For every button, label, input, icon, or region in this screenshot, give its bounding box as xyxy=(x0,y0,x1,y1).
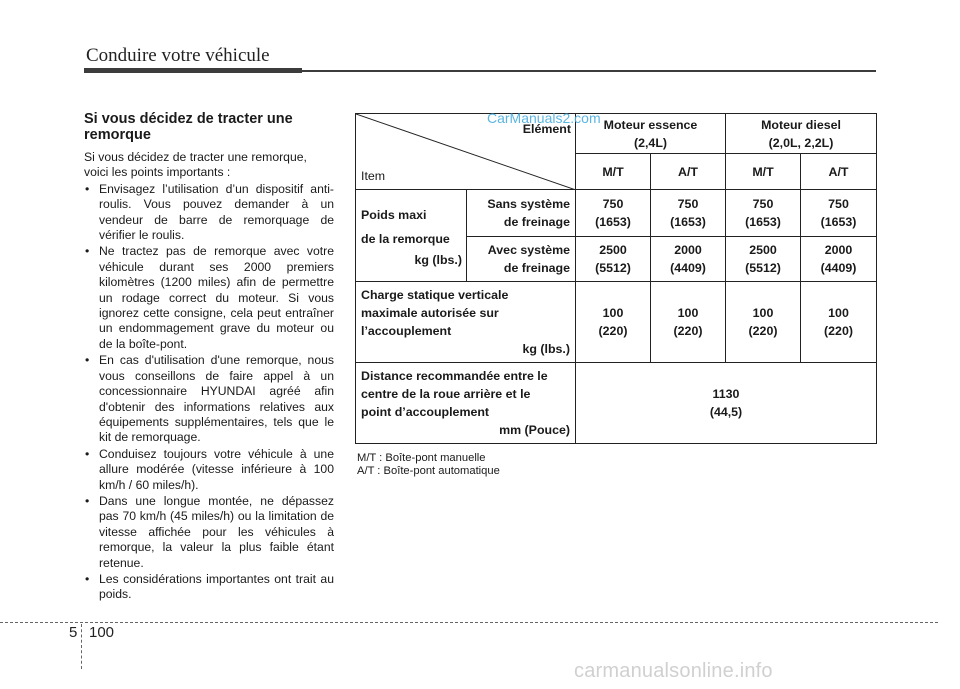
value-kg: 2500 xyxy=(599,243,627,257)
watermark-bottom: carmanualsonline.info xyxy=(574,660,773,682)
value-kg: 750 xyxy=(602,197,624,211)
value-kg: 100 xyxy=(677,306,699,320)
table-cell xyxy=(726,282,801,363)
table-cell xyxy=(801,190,877,237)
list-item: • En cas d'utilisation d'une remorque, nous vous conseillons de faire appel à un concessionnaire HYUNDAI agréé afin d'obtenir des informations relatives aux équipements supplémentaires, tels que le kit de remorquage. xyxy=(85,353,334,445)
table-cell xyxy=(576,237,651,282)
label-text: de la remorque xyxy=(361,231,450,246)
value-lbs: (220) xyxy=(598,324,628,338)
item-header: Item xyxy=(361,169,386,183)
bullet-text: Ne tractez pas de remorque avec votre véhicule durant ses 2000 premiers kilomètres (1200 miles) afin de permettre un rodage correct du moteur. Si vous ignorez cette consigne, cela peut entraîner un endommagement grave du moteur ou de la boîte-pont. xyxy=(99,244,334,351)
list-item: • Conduisez toujours votre véhicule à une allure modérée (vitesse inférieure à 100 km/h / 60 miles/h). xyxy=(85,446,334,492)
label-text: de freinage xyxy=(503,261,570,275)
value-inch: (44,5) xyxy=(709,405,743,419)
value-kg: 750 xyxy=(752,197,774,211)
value-lbs: (1653) xyxy=(745,215,781,229)
value-lbs: (220) xyxy=(673,324,703,338)
table-cell xyxy=(801,282,877,363)
label-text: centre de la roue arrière et le xyxy=(361,387,531,401)
table-cell xyxy=(726,237,801,282)
table-cell xyxy=(651,237,726,282)
header-text: Moteur diesel xyxy=(761,117,841,132)
value-lbs: (4409) xyxy=(670,261,706,275)
list-item: • Les considérations importantes ont trait au poids. xyxy=(85,571,334,602)
list-item: • Envisagez l’utilisation d’un dispositif anti-roulis. Vous pouvez demander à un vendeur de barre de remorquage de vérifier le roulis. xyxy=(85,181,334,243)
value-lbs: (220) xyxy=(748,324,778,338)
label-text: Poids maxi xyxy=(361,207,427,222)
mt-footnote: M/T : Boîte-pont manuelle xyxy=(357,452,486,464)
bullet-text: Dans une longue montée, ne dépassez pas 70 km/h (45 miles/h) ou la limitation de vitesse affichée pour les véhicules à remorque, la valeur la plus faible étant retenue. xyxy=(99,493,334,570)
value-kg: 100 xyxy=(752,306,774,320)
value-kg: 2000 xyxy=(674,243,702,257)
towing-spec-table xyxy=(355,113,876,440)
element-header: Elément xyxy=(522,122,571,136)
label-text: Distance recommandée entre le xyxy=(361,369,548,383)
header-text: (2,4L) xyxy=(633,135,668,150)
value-kg: 2500 xyxy=(749,243,777,257)
value-lbs: (4409) xyxy=(820,261,857,275)
label-text: point d’accouplement xyxy=(361,405,490,419)
bullet-text: En cas d'utilisation d'une remorque, nous vous conseillons de faire appel à un concessionnaire HYUNDAI agréé afin d'obtenir des informations relatives aux équipements supplémentaires, tels que le kit de remorquage. xyxy=(99,353,334,445)
value-kg: 750 xyxy=(828,197,849,211)
value-lbs: (220) xyxy=(824,324,853,338)
trailer-weight-label xyxy=(356,190,467,282)
diesel-engine-header xyxy=(726,114,877,154)
at-header: A/T xyxy=(651,154,726,190)
footnotes xyxy=(357,452,500,477)
mt-header: M/T xyxy=(576,154,651,190)
bullet-text: Conduisez toujours votre véhicule à une allure modérée (vitesse inférieure à 100 km/h / 60 miles/h). xyxy=(99,446,334,492)
label-text: Avec système xyxy=(487,243,570,257)
unit-text: mm (Pouce) xyxy=(499,423,570,437)
bullet-text: Les considérations importantes ont trait au poids. xyxy=(99,571,334,602)
header-text: (2,0L, 2,2L) xyxy=(768,135,834,150)
chapter-title: Conduire votre véhicule xyxy=(86,45,270,66)
mt-header: M/T xyxy=(726,154,801,190)
no-brake-label xyxy=(467,190,576,237)
label-text: Charge statique verticale xyxy=(361,288,509,302)
label-text: Sans système xyxy=(487,197,570,211)
footer-divider xyxy=(81,624,82,669)
watermark-top: CarManuals2.com xyxy=(487,110,601,126)
bullet-list xyxy=(84,182,334,603)
footer-rule xyxy=(0,622,938,623)
value-lbs: (1653) xyxy=(595,215,631,229)
table-cell xyxy=(651,282,726,363)
value-kg: 2000 xyxy=(824,243,853,257)
intro-text: Si vous décidez de tracter une remorque, voici les points importants : xyxy=(84,150,307,180)
label-text: de freinage xyxy=(503,215,570,229)
header-bar xyxy=(84,68,302,73)
header-text: Moteur essence xyxy=(603,117,698,132)
value-lbs: (1653) xyxy=(820,215,857,229)
chapter-number: 5 xyxy=(69,624,78,641)
at-header: A/T xyxy=(801,154,877,190)
header-rule xyxy=(302,70,876,72)
table-cell xyxy=(576,190,651,237)
left-column xyxy=(84,111,334,604)
bullet-text: Envisagez l’utilisation d’un dispositif anti-roulis. Vous pouvez demander à un vendeur de barre de remorquage de vérifier le roulis. xyxy=(99,181,334,243)
value-kg: 750 xyxy=(677,197,699,211)
table-cell xyxy=(651,190,726,237)
list-item: • Dans une longue montée, ne dépassez pas 70 km/h (45 miles/h) ou la limitation de vitesse affichée pour les véhicules à remorque, la valeur la plus faible étant retenue. xyxy=(85,493,334,570)
unit-text: kg (lbs.) xyxy=(522,342,570,356)
value-lbs: (5512) xyxy=(595,261,631,275)
with-brake-label xyxy=(467,237,576,282)
list-item: • Ne tractez pas de remorque avec votre véhicule durant ses 2000 premiers kilomètres (1200 miles) afin de permettre un rodage correct du moteur. Si vous ignorez cette consigne, cela peut entraîner un endommagement grave du moteur ou de la boîte-pont. xyxy=(85,244,334,351)
value-mm: 1130 xyxy=(712,387,740,401)
table-cell xyxy=(726,190,801,237)
label-text: maximale autorisée sur xyxy=(361,306,499,320)
static-load-label xyxy=(356,282,576,363)
distance-label xyxy=(356,363,576,444)
distance-value-cell xyxy=(576,363,877,444)
label-text: l’accouplement xyxy=(361,324,452,338)
value-lbs: (5512) xyxy=(745,261,781,275)
value-kg: 100 xyxy=(602,306,624,320)
at-footnote: A/T : Boîte-pont automatique xyxy=(357,464,500,477)
section-heading: Si vous décidez de tracter une remorque xyxy=(84,111,293,143)
table-cell xyxy=(801,237,877,282)
value-kg: 100 xyxy=(828,306,849,320)
value-lbs: (1653) xyxy=(670,215,706,229)
unit-text: kg (lbs.) xyxy=(414,252,462,267)
page-number: 100 xyxy=(89,624,115,641)
table-cell xyxy=(576,282,651,363)
